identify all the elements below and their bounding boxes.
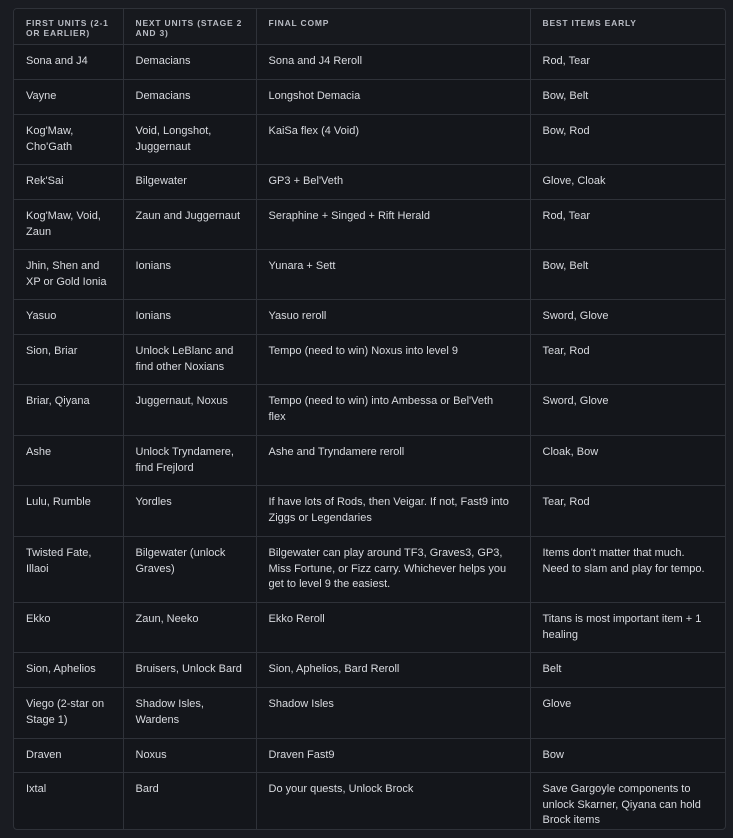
best-items-cell: Items don't matter that much. Need to slam and play for tempo. <box>530 537 725 603</box>
best-items-cell: Rod, Tear <box>530 200 725 250</box>
final-comp-cell: Draven Fast9 <box>256 739 530 773</box>
first-units-cell: Ekko <box>14 603 123 653</box>
best-items-cell: Bow <box>530 739 725 773</box>
table-row <box>14 250 725 300</box>
first-units-cell: Sion, Briar <box>14 335 123 385</box>
table-row <box>14 45 725 80</box>
first-units-cell: Ashe <box>14 436 123 486</box>
best-items-cell: Titans is most important item + 1 healing <box>530 603 725 653</box>
next-units-cell: Unlock LeBlanc and find other Noxians <box>123 335 256 385</box>
first-units-cell: Jhin, Shen and XP or Gold Ionia <box>14 250 123 300</box>
final-comp-cell: Tempo (need to win) into Ambessa or Bel'Veth flex <box>256 385 530 436</box>
table-row <box>14 486 725 537</box>
best-items-cell: Sword, Glove <box>530 300 725 335</box>
next-units-cell: Ionians <box>123 250 256 300</box>
table-row <box>14 165 725 200</box>
final-comp-cell: If have lots of Rods, then Veigar. If not, Fast9 into Ziggs or Legendaries <box>256 486 530 537</box>
table-header-row <box>14 9 725 45</box>
column-header: NEXT UNITS (STAGE 2 AND 3) <box>123 9 256 45</box>
next-units-cell: Demacians <box>123 45 256 80</box>
table-row <box>14 603 725 653</box>
first-units-cell: Ixtal <box>14 773 123 829</box>
table-row <box>14 537 725 603</box>
next-units-cell: Demacians <box>123 80 256 115</box>
final-comp-cell: Sona and J4 Reroll <box>256 45 530 80</box>
final-comp-cell: Seraphine + Singed + Rift Herald <box>256 200 530 250</box>
first-units-cell: Sion, Aphelios <box>14 653 123 688</box>
table-row <box>14 200 725 250</box>
final-comp-cell: Yunara + Sett <box>256 250 530 300</box>
final-comp-cell: GP3 + Bel'Veth <box>256 165 530 200</box>
best-items-cell: Bow, Belt <box>530 250 725 300</box>
best-items-cell: Tear, Rod <box>530 486 725 537</box>
next-units-cell: Ionians <box>123 300 256 335</box>
next-units-cell: Unlock Tryndamere, find Frejlord <box>123 436 256 486</box>
final-comp-cell: Tempo (need to win) Noxus into level 9 <box>256 335 530 385</box>
best-items-cell: Bow, Rod <box>530 115 725 165</box>
final-comp-cell: KaiSa flex (4 Void) <box>256 115 530 165</box>
column-header: BEST ITEMS EARLY <box>530 9 725 45</box>
column-header: FINAL COMP <box>256 9 530 45</box>
first-units-cell: Yasuo <box>14 300 123 335</box>
best-items-cell: Glove <box>530 688 725 739</box>
first-units-cell: Viego (2-star on Stage 1) <box>14 688 123 739</box>
best-items-cell: Tear, Rod <box>530 335 725 385</box>
table-row <box>14 653 725 688</box>
table-row <box>14 739 725 773</box>
best-items-cell: Bow, Belt <box>530 80 725 115</box>
first-units-cell: Lulu, Rumble <box>14 486 123 537</box>
final-comp-cell: Shadow Isles <box>256 688 530 739</box>
next-units-cell: Zaun and Juggernaut <box>123 200 256 250</box>
comp-guide-table-container <box>13 8 726 830</box>
next-units-cell: Void, Longshot, Juggernaut <box>123 115 256 165</box>
final-comp-cell: Do your quests, Unlock Brock <box>256 773 530 829</box>
table-row <box>14 385 725 436</box>
next-units-cell: Juggernaut, Noxus <box>123 385 256 436</box>
final-comp-cell: Ekko Reroll <box>256 603 530 653</box>
table-row <box>14 335 725 385</box>
first-units-cell: Draven <box>14 739 123 773</box>
table-row <box>14 300 725 335</box>
best-items-cell: Rod, Tear <box>530 45 725 80</box>
first-units-cell: Kog'Maw, Cho'Gath <box>14 115 123 165</box>
table-row <box>14 688 725 739</box>
first-units-cell: Kog'Maw, Void, Zaun <box>14 200 123 250</box>
next-units-cell: Bilgewater <box>123 165 256 200</box>
next-units-cell: Zaun, Neeko <box>123 603 256 653</box>
first-units-cell: Sona and J4 <box>14 45 123 80</box>
table-row <box>14 80 725 115</box>
best-items-cell: Glove, Cloak <box>530 165 725 200</box>
comp-guide-table <box>14 9 725 829</box>
final-comp-cell: Ashe and Tryndamere reroll <box>256 436 530 486</box>
next-units-cell: Bruisers, Unlock Bard <box>123 653 256 688</box>
best-items-cell: Cloak, Bow <box>530 436 725 486</box>
column-header: FIRST UNITS (2-1 OR EARLIER) <box>14 9 123 45</box>
final-comp-cell: Sion, Aphelios, Bard Reroll <box>256 653 530 688</box>
next-units-cell: Bilgewater (unlock Graves) <box>123 537 256 603</box>
best-items-cell: Sword, Glove <box>530 385 725 436</box>
first-units-cell: Rek'Sai <box>14 165 123 200</box>
first-units-cell: Twisted Fate, Illaoi <box>14 537 123 603</box>
final-comp-cell: Longshot Demacia <box>256 80 530 115</box>
best-items-cell: Belt <box>530 653 725 688</box>
next-units-cell: Bard <box>123 773 256 829</box>
next-units-cell: Noxus <box>123 739 256 773</box>
final-comp-cell: Bilgewater can play around TF3, Graves3, GP3, Miss Fortune, or Fizz carry. Whichever helps you get to level 9 the easiest. <box>256 537 530 603</box>
first-units-cell: Briar, Qiyana <box>14 385 123 436</box>
best-items-cell: Save Gargoyle components to unlock Skarner, Qiyana can hold Brock items <box>542 783 701 826</box>
final-comp-cell: Yasuo reroll <box>256 300 530 335</box>
table-row <box>14 115 725 165</box>
table-body <box>14 45 725 829</box>
first-units-cell: Vayne <box>14 80 123 115</box>
table-row <box>14 436 725 486</box>
table-row <box>14 773 725 829</box>
next-units-cell: Shadow Isles, Wardens <box>123 688 256 739</box>
next-units-cell: Yordles <box>123 486 256 537</box>
